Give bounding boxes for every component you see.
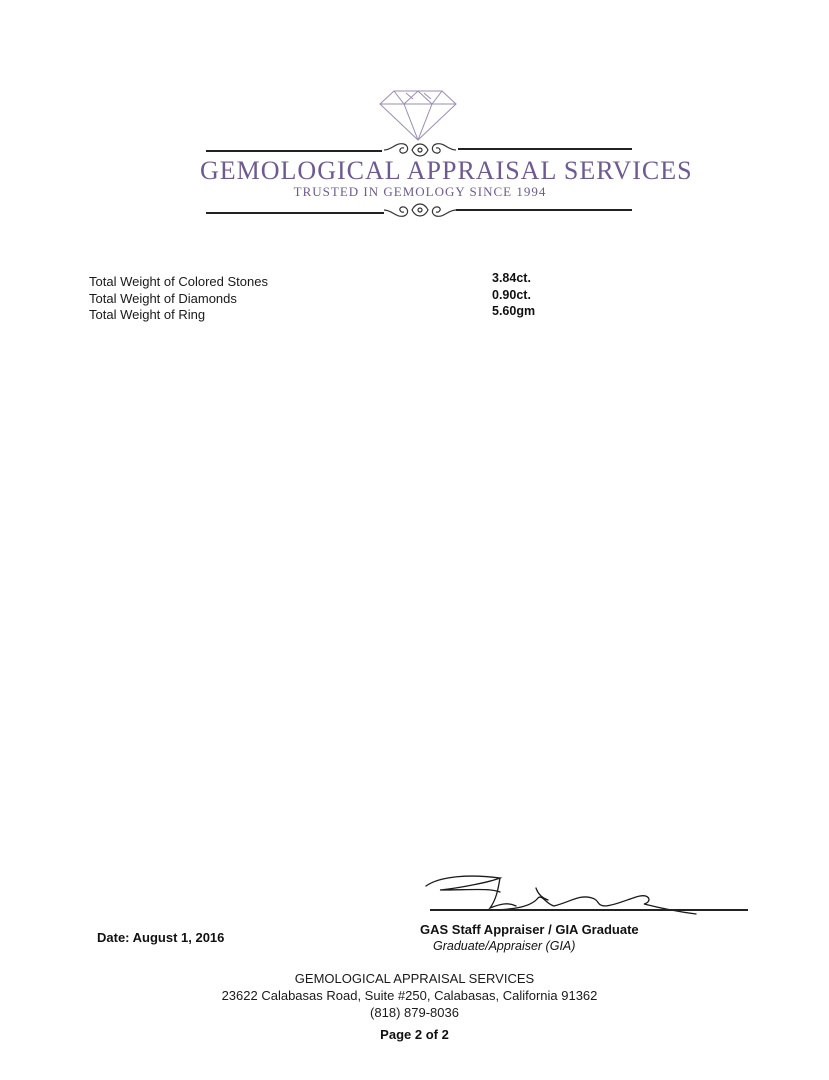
page-footer	[0, 970, 829, 1043]
footer-phone: (818) 879-8036	[370, 1005, 459, 1020]
logo-rule-top-left	[206, 150, 382, 152]
weight-value: 0.90ct.	[492, 287, 531, 302]
footer-address: 23622 Calabasas Road, Suite #250, Calabasas, California 91362	[221, 988, 598, 1003]
page-number: Page 2 of 2	[380, 1027, 449, 1042]
logo-rule-top-right	[458, 148, 632, 150]
footer-company: GEMOLOGICAL APPRAISAL SERVICES	[294, 971, 535, 986]
weight-row	[89, 271, 649, 288]
weight-value: 3.84ct.	[492, 271, 531, 285]
weight-value: 5.60gm	[492, 304, 536, 318]
weight-label: Total Weight of Diamonds	[89, 290, 237, 306]
appraiser-credential: Graduate/Appraiser (GIA)	[433, 939, 576, 953]
company-name: GEMOLOGICAL APPRAISAL SERVICES	[200, 156, 693, 185]
appraiser-signature	[420, 868, 750, 918]
appraisal-date: Date: August 1, 2016	[97, 930, 225, 945]
appraiser-title: GAS Staff Appraiser / GIA Graduate	[420, 922, 639, 937]
weight-row	[89, 304, 649, 321]
logo-rule-bottom-right	[456, 209, 632, 211]
company-logo	[200, 82, 693, 230]
weight-label: Total Weight of Colored Stones	[89, 274, 268, 289]
signature-line	[430, 909, 748, 911]
weights-table	[89, 271, 649, 321]
weight-label: Total Weight of Ring	[89, 307, 206, 322]
ornament-scroll-icon	[382, 200, 458, 222]
weight-row	[89, 288, 649, 305]
diamond-icon	[376, 88, 460, 142]
logo-rule-bottom-left	[206, 212, 384, 214]
company-tagline: TRUSTED IN GEMOLOGY SINCE 1994	[293, 184, 547, 199]
